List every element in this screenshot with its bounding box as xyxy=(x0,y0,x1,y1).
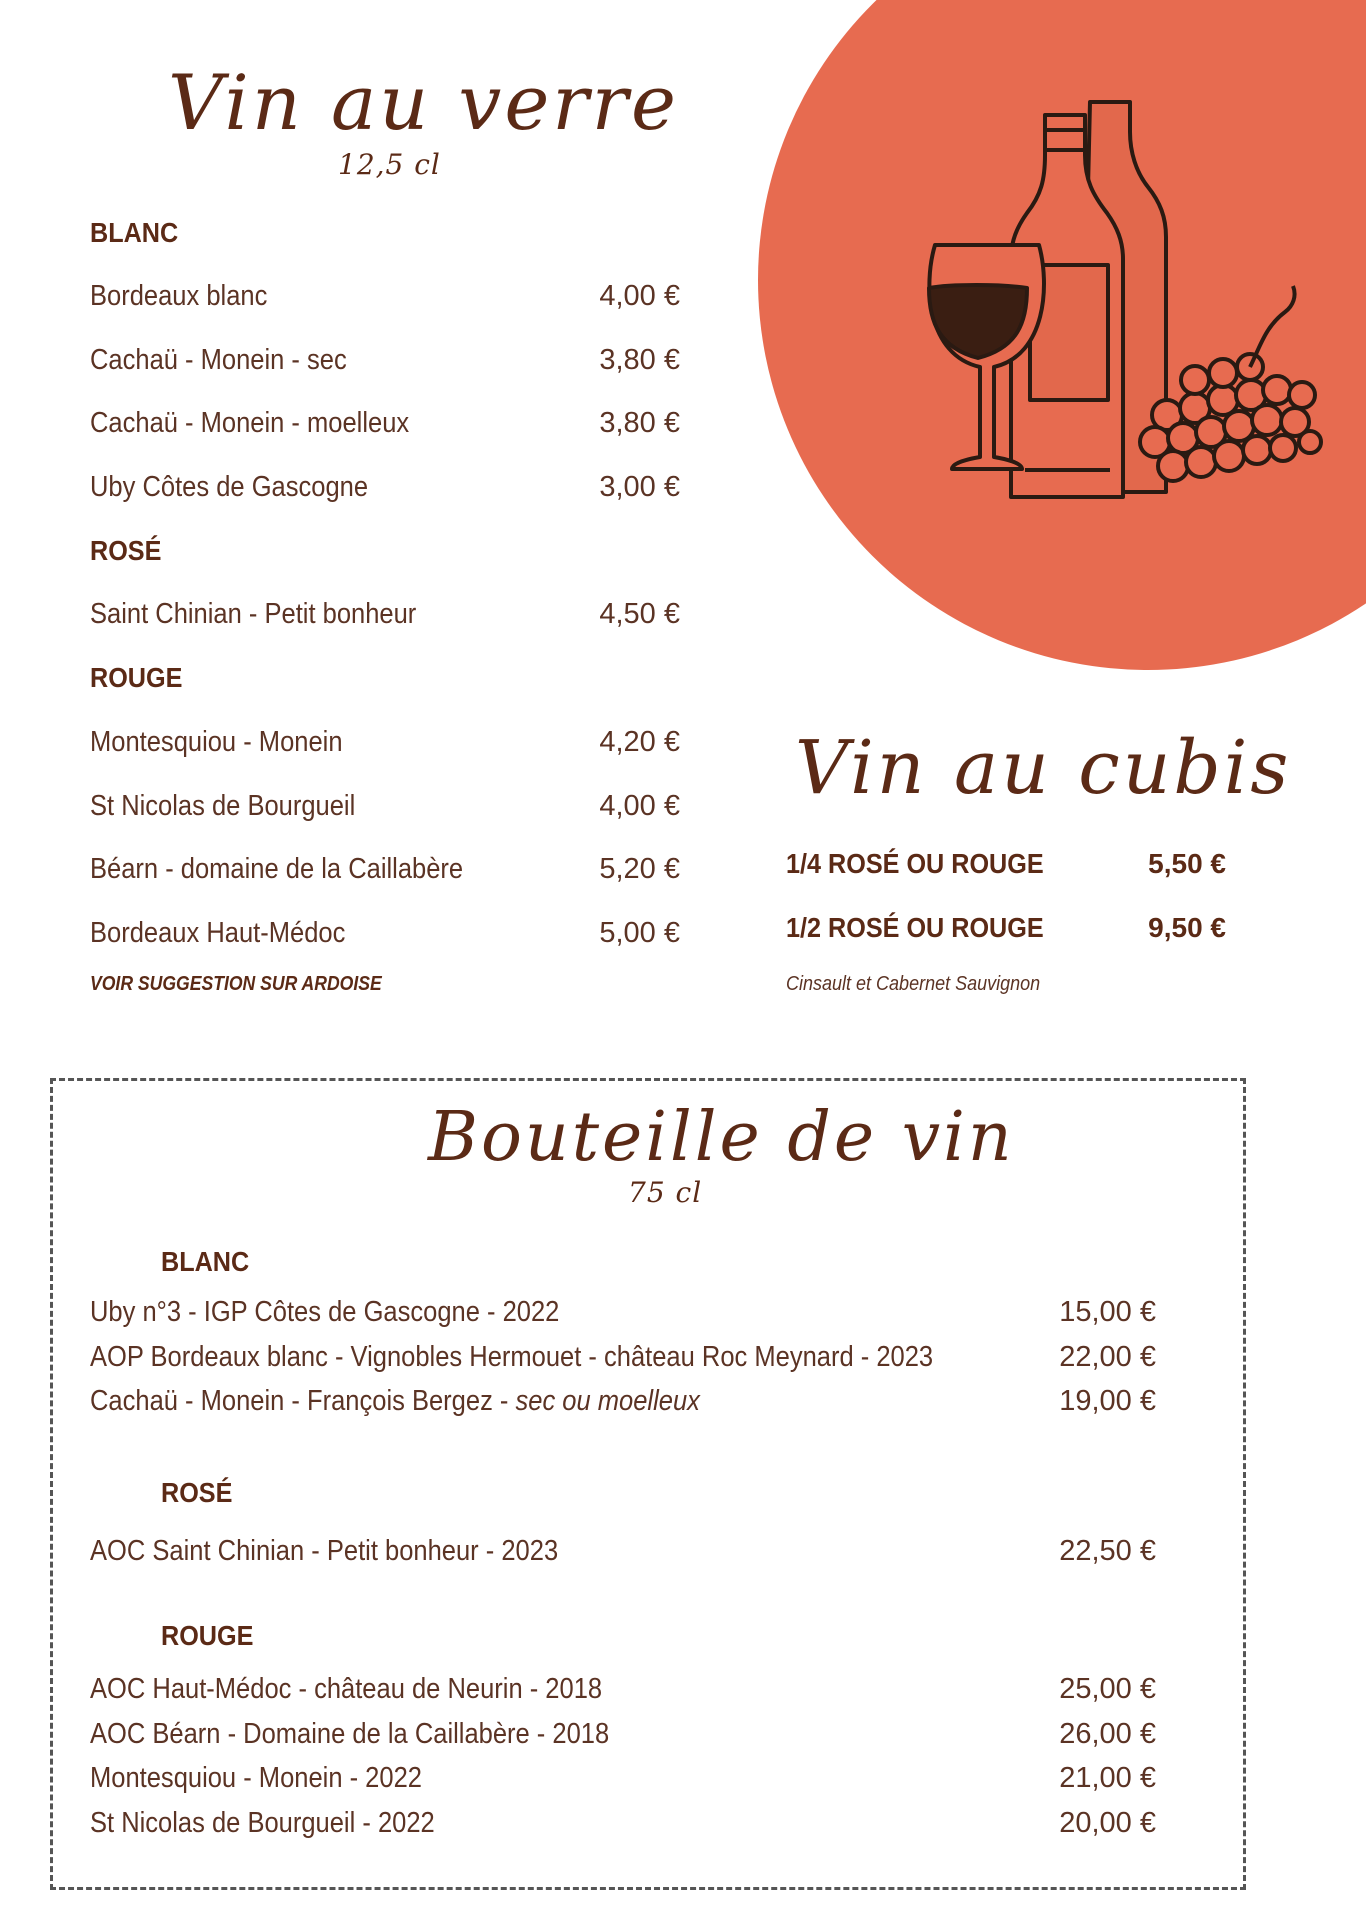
list-item: Cachaü - Monein - sec 3,80 € xyxy=(90,344,680,376)
list-item: 1/4 ROSÉ OU ROUGE 5,50 € xyxy=(786,848,1226,879)
list-item: Uby Côtes de Gascogne 3,00 € xyxy=(90,471,680,503)
list-item: AOC Béarn - Domaine de la Caillabère - 2018 26,00 € xyxy=(90,1718,1156,1750)
list-item: St Nicolas de Bourgueil 4,00 € xyxy=(90,790,680,822)
list-item: Cachaü - Monein - moelleux 3,80 € xyxy=(90,407,680,439)
glass-blanc-heading: BLANC xyxy=(90,217,179,248)
list-item: Béarn - domaine de la Caillabère 5,20 € xyxy=(90,853,680,885)
list-item: Montesquiou - Monein - 2022 21,00 € xyxy=(90,1762,1156,1794)
glass-rouge-heading: ROUGE xyxy=(90,662,183,693)
list-item: 1/2 ROSÉ OU ROUGE 9,50 € xyxy=(786,912,1226,943)
bottle-rose-heading: ROSÉ xyxy=(161,1477,233,1508)
bottle-rouge-heading: ROUGE xyxy=(161,1620,254,1651)
wine-bottles-glass-grapes-icon xyxy=(905,90,1335,520)
glass-subtitle: 12,5 cl xyxy=(338,148,441,181)
list-item: AOP Bordeaux blanc - Vignobles Hermouet - château Roc Meynard - 2023 22,00 € xyxy=(90,1341,1156,1373)
list-item: AOC Saint Chinian - Petit bonheur - 2023 22,50 € xyxy=(90,1535,1156,1567)
cubis-note: Cinsault et Cabernet Sauvignon xyxy=(786,973,1041,995)
list-item: Saint Chinian - Petit bonheur 4,50 € xyxy=(90,598,680,630)
list-item: Uby n°3 - IGP Côtes de Gascogne - 2022 15,00 € xyxy=(90,1296,1156,1328)
list-item: Bordeaux Haut-Médoc 5,00 € xyxy=(90,917,680,949)
glass-note: VOIR SUGGESTION SUR ARDOISE xyxy=(90,973,382,995)
glass-title: Vin au verre xyxy=(168,58,679,147)
list-item: AOC Haut-Médoc - château de Neurin - 2018 25,00 € xyxy=(90,1673,1156,1705)
glass-rose-heading: ROSÉ xyxy=(90,535,162,566)
list-item: Cachaü - Monein - François Bergez - sec ou moelleux 19,00 € xyxy=(90,1385,1156,1417)
list-item: St Nicolas de Bourgueil - 2022 20,00 € xyxy=(90,1807,1156,1839)
bottle-blanc-heading: BLANC xyxy=(161,1246,250,1277)
bottle-title: Bouteille de vin xyxy=(428,1098,1015,1177)
bottle-subtitle: 75 cl xyxy=(628,1176,703,1209)
list-item: Bordeaux blanc 4,00 € xyxy=(90,280,680,312)
list-item: Montesquiou - Monein 4,20 € xyxy=(90,726,680,758)
cubis-title: Vin au cubis xyxy=(795,725,1292,811)
